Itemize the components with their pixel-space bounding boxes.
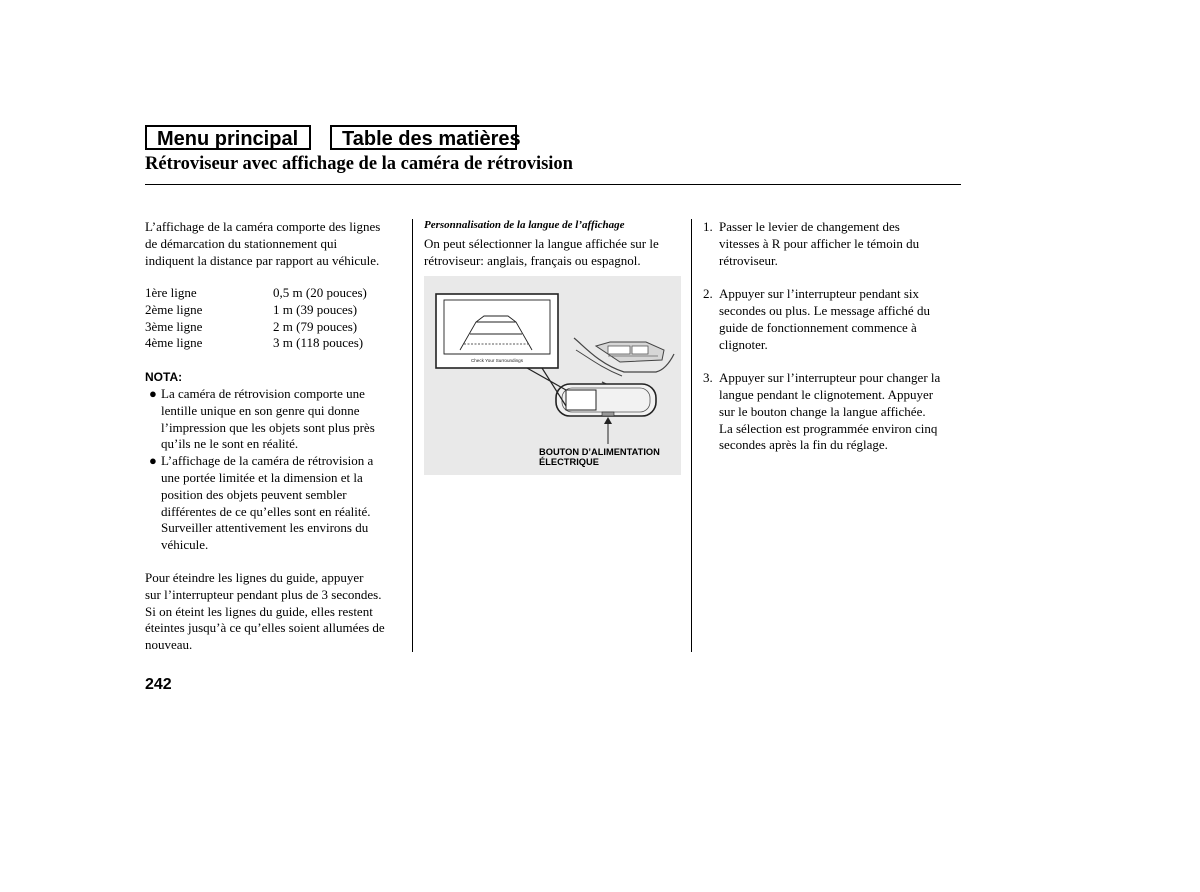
closing-line: éteintes jusqu’à ce qu’elles soient allumées de — [145, 620, 385, 636]
step-line: vitesses à R pour afficher le témoin du — [719, 235, 920, 251]
note-line: qu’ils ne le sont en réalité. — [161, 436, 299, 452]
line-label: 2ème ligne — [145, 301, 203, 317]
column-divider-left — [412, 219, 413, 652]
table-row — [145, 302, 367, 319]
table-of-contents-button[interactable]: Table des matières — [330, 125, 517, 150]
nota-label: NOTA: — [145, 370, 183, 384]
list-item — [149, 453, 375, 554]
step-line: La sélection est programmée environ cinq — [719, 420, 938, 436]
note-line: différentes de ce qu’elles sont en réalité. — [161, 503, 371, 519]
line-label: 3ème ligne — [145, 318, 203, 334]
language-line: rétroviseur: anglais, français ou espagnol. — [424, 252, 641, 268]
column-divider-right — [691, 219, 692, 652]
title-divider — [145, 184, 961, 185]
list-item — [703, 370, 940, 454]
page-number: 242 — [145, 676, 172, 693]
intro-line: de démarcation du stationnement qui — [145, 235, 338, 251]
note-line: position des objets peuvent sembler — [161, 486, 347, 502]
power-button-callout — [539, 447, 660, 467]
step-number: 3. — [703, 370, 713, 386]
line-label: 1ère ligne — [145, 285, 197, 300]
note-line: lentille unique en son genre qui donne — [161, 402, 360, 418]
language-line: On peut sélectionner la langue affichée sur le — [424, 236, 659, 251]
step-line: secondes après la fin du réglage. — [719, 437, 888, 453]
intro-line: L’affichage de la caméra comporte des lignes — [145, 219, 381, 234]
callout-line: BOUTON D’ALIMENTATION — [539, 447, 660, 457]
notes-list — [149, 386, 375, 554]
step-line: Passer le levier de changement des — [719, 219, 900, 234]
note-line: La caméra de rétrovision comporte une — [161, 386, 365, 401]
callout-line: ÉLECTRIQUE — [539, 457, 599, 467]
closing-paragraph — [145, 570, 385, 654]
page-title: Rétroviseur avec affichage de la caméra de rétrovision — [145, 154, 573, 174]
table-row — [145, 285, 367, 302]
main-menu-button[interactable]: Menu principal — [145, 125, 311, 150]
step-line: guide de fonctionnement commence à — [719, 319, 917, 335]
closing-line: Si on éteint les lignes du guide, elles restent — [145, 603, 373, 619]
list-item — [703, 219, 940, 269]
table-row — [145, 335, 367, 352]
bullet-icon: ● — [149, 386, 157, 401]
steps-list — [703, 219, 940, 471]
mirror-illustration — [424, 276, 681, 475]
line-distance: 0,5 m (20 pouces) — [273, 285, 367, 300]
intro-paragraph — [145, 219, 380, 269]
step-number: 2. — [703, 286, 713, 302]
distance-table — [145, 285, 367, 352]
closing-line: Pour éteindre les lignes du guide, appuyer — [145, 570, 364, 585]
table-row — [145, 319, 367, 336]
note-line: L’affichage de la caméra de rétrovision a — [161, 453, 374, 469]
language-subheading: Personnalisation de la langue de l’affichage — [424, 219, 625, 231]
note-line: véhicule. — [161, 537, 209, 553]
note-line: Surveiller attentivement les environs du — [161, 520, 369, 536]
bullet-icon: ● — [149, 453, 157, 469]
list-item — [149, 386, 375, 453]
intro-line: indiquent la distance par rapport au véhicule. — [145, 252, 380, 268]
note-line: une portée limitée et la dimension et la — [161, 469, 363, 485]
closing-line: sur l’interrupteur pendant plus de 3 secondes. — [145, 586, 382, 602]
step-line: clignoter. — [719, 336, 768, 352]
note-line: l’impression que les objets sont plus près — [161, 419, 375, 435]
step-line: Appuyer sur l’interrupteur pour changer la — [719, 370, 941, 386]
step-number: 1. — [703, 219, 713, 234]
closing-line: nouveau. — [145, 637, 193, 653]
language-paragraph — [424, 236, 659, 270]
line-distance: 3 m (118 pouces) — [273, 335, 364, 351]
line-label: 4ème ligne — [145, 335, 203, 351]
line-distance: 1 m (39 pouces) — [273, 301, 358, 317]
mirror-diagram — [424, 276, 681, 475]
step-line: sur le bouton change la langue affichée. — [719, 403, 926, 419]
step-line: secondes ou plus. Le message affiché du — [719, 302, 930, 318]
list-item — [703, 286, 940, 353]
line-distance: 2 m (79 pouces) — [273, 318, 358, 334]
step-line: rétroviseur. — [719, 252, 778, 268]
screen-caption: Check Your Surroundings — [470, 358, 524, 363]
step-line: langue pendant le clignotement. Appuyer — [719, 386, 934, 402]
step-line: Appuyer sur l’interrupteur pendant six — [719, 286, 920, 302]
